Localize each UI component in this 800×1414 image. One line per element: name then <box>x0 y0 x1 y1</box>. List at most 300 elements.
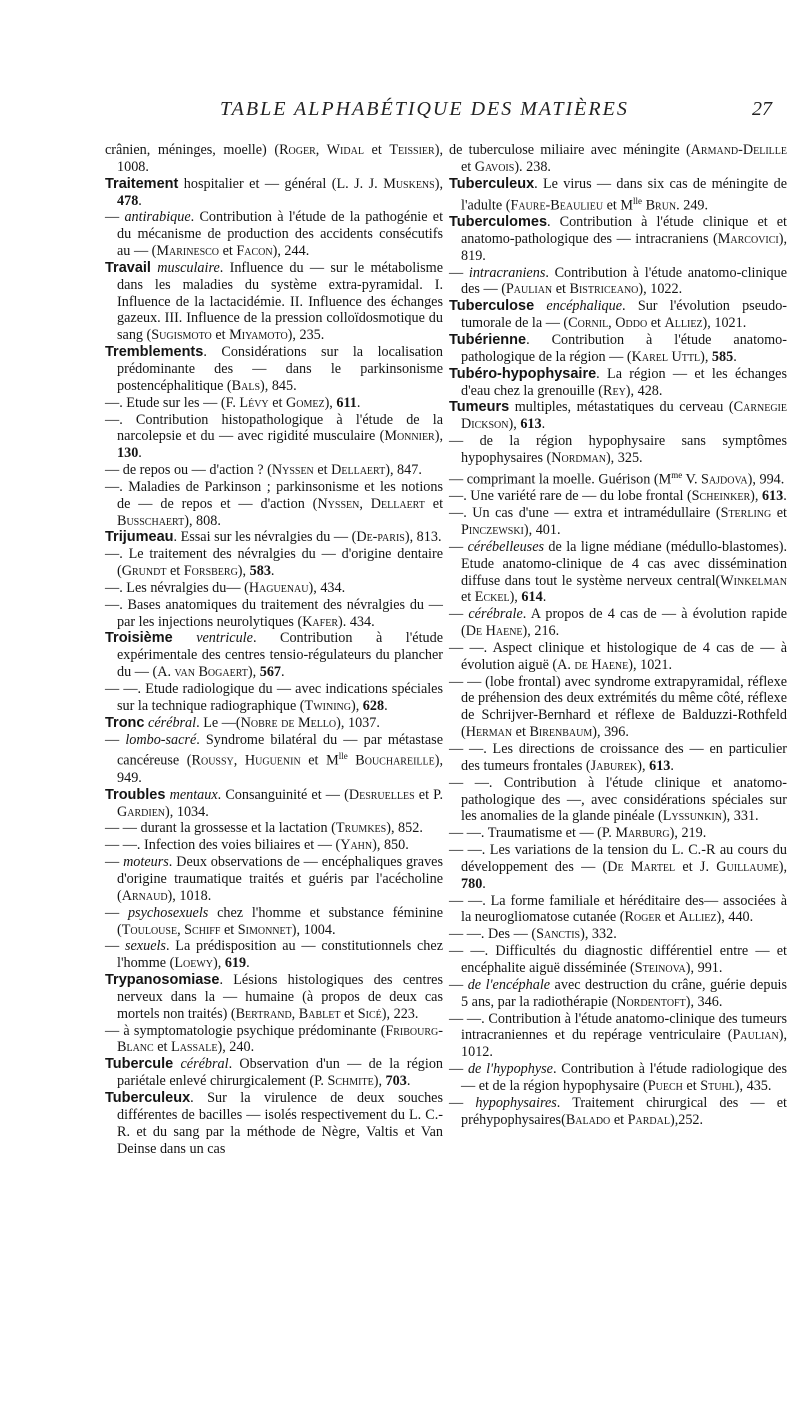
entry-segment: Lyssunkin <box>662 808 722 825</box>
entry-segment: Bertrand, Bablet <box>235 1005 341 1022</box>
entry-segment: . <box>733 348 737 365</box>
entry-segment: Trijumeau <box>105 529 174 546</box>
entry-segment: ), <box>434 175 443 192</box>
index-entry <box>449 1061 787 1095</box>
entry-segment: et <box>552 281 570 298</box>
entry-segment: ), 1018. <box>167 887 212 904</box>
index-entry <box>449 505 787 539</box>
entry-segment: Tubercule <box>105 1056 174 1073</box>
index-entry <box>105 1023 443 1057</box>
entry-segment <box>173 630 197 646</box>
entry-segment: Gomez <box>285 394 325 411</box>
index-entry <box>105 630 443 681</box>
entry-segment: multiples, métastatiques du cerveau ( <box>509 399 734 416</box>
entry-segment: . <box>482 875 486 892</box>
entry-segment: —. Maladies de Parkinson ; parkinsonisme et les notions de — de repos et — d'action ( <box>105 478 443 512</box>
index-entry <box>449 775 787 826</box>
index-entry <box>449 1095 787 1129</box>
entry-segment: Yahn <box>340 837 373 854</box>
entry-segment: Faure-Beaulieu <box>510 197 604 214</box>
right-column <box>449 142 787 1128</box>
entry-segment: Trumkes <box>335 820 387 837</box>
index-entry <box>449 926 787 943</box>
entry-segment: — de la région hypophysaire sans symptômes hypophysaires ( <box>449 433 787 466</box>
index-entry <box>105 260 443 344</box>
index-entry <box>449 142 787 176</box>
entry-segment: 703 <box>385 1073 407 1090</box>
index-entry <box>105 732 443 787</box>
entry-segment: — <box>449 538 468 555</box>
index-entry <box>105 905 443 939</box>
index-entry <box>105 837 443 854</box>
entry-segment: — —. Traumatisme et — (P. <box>449 825 616 842</box>
entry-segment: — —. Difficultés du diagnostic différentiel entre — et encéphalite aiguë disséminée ( <box>449 943 787 976</box>
entry-segment: . Considérations sur la localisation prédominante des — dans le parkinsonisme postencéphalitique ( <box>117 344 443 394</box>
entry-segment: De Martel <box>607 858 676 875</box>
index-entry <box>105 546 443 580</box>
entry-segment: Herman <box>465 724 513 741</box>
entry-segment: . <box>138 445 142 462</box>
entry-segment: Trypanosomiase <box>105 972 220 989</box>
entry-segment: Travail <box>105 259 151 276</box>
entry-segment: Guillaume <box>716 858 779 875</box>
entry-segment: 780 <box>461 875 483 892</box>
entry-segment: ), 223. <box>381 1005 419 1022</box>
entry-segment: Arnaud <box>121 887 168 904</box>
entry-segment: ), 819. <box>461 230 787 264</box>
entry-segment: de l'hypophyse <box>467 1061 553 1078</box>
entry-segment: Jaburek <box>590 757 638 774</box>
entry-segment: et M <box>300 753 339 770</box>
index-entry <box>105 681 443 715</box>
entry-segment: — <box>449 606 469 623</box>
entry-segment: ), 1037. <box>336 714 380 731</box>
index-entry <box>449 214 787 265</box>
entry-segment: Tuberculeux <box>105 1089 191 1106</box>
entry-segment: Gardien <box>117 803 166 820</box>
entry-segment: et P. <box>414 786 444 803</box>
entry-segment: . <box>783 488 787 505</box>
entry-segment: —. Bases anatomiques du traitement des névralgies du — par les injections neurolytiques ( <box>105 596 443 630</box>
entry-segment: 613 <box>761 488 784 505</box>
entry-segment: Tubérienne <box>449 332 527 349</box>
entry-segment: Tuberculose <box>449 298 535 315</box>
entry-segment: Karel Uttl <box>631 348 701 365</box>
entry-segment: . Sur la virulence de deux souches différentes de bacilles — isolés respectivement du L. C.-R. et du sang par la méthode de Nègre, Valtis et Van Deinse dans un cas <box>117 1089 443 1157</box>
entry-segment: — <box>105 938 125 955</box>
index-entry <box>449 265 787 299</box>
entry-segment: mentaux <box>169 786 218 803</box>
entry-segment: 628 <box>362 697 385 714</box>
entry-segment: 613 <box>649 757 671 774</box>
index-entry <box>449 298 787 332</box>
entry-segment: Simonnet <box>237 921 292 938</box>
entry-segment: de la ligne médiane (médullo-blastomes). Etude anatomo-clinique de 4 cas avec dissémination diffuse dans tout le système nerveux central( <box>461 538 788 589</box>
index-entry <box>105 344 443 395</box>
entry-segment: —. Un cas d'une — extra et intramédullaire ( <box>449 505 721 522</box>
page-header <box>0 98 800 130</box>
entry-segment: Tuberculomes <box>449 214 548 231</box>
entry-segment: Sterling <box>720 505 772 522</box>
entry-segment: Troubles <box>105 786 166 803</box>
entry-segment: Rey <box>603 382 626 399</box>
entry-segment: Paulian <box>732 1027 779 1044</box>
entry-segment: . <box>281 664 285 681</box>
index-entry <box>105 209 443 260</box>
entry-segment: . Contribution à l'étude anatomo-pathologique de la région — ( <box>461 332 787 365</box>
index-entry <box>449 366 787 400</box>
entry-segment: — <box>105 209 125 226</box>
entry-segment: et <box>661 909 679 926</box>
entry-segment: ), <box>237 563 250 580</box>
entry-segment: et <box>461 589 475 606</box>
entry-segment: Sicé <box>357 1005 382 1022</box>
index-entry <box>449 640 787 674</box>
entry-segment: ). 238. <box>514 158 551 175</box>
entry-segment: . A propos de 4 cas de — à évolution rapide ( <box>461 606 787 640</box>
entry-segment: et <box>771 505 787 522</box>
entry-segment: —. Les névralgies du— ( <box>105 579 249 596</box>
entry-segment: — —. Contribution à l'étude anatomo-clinique des tumeurs intracraniennes et du repérage ventriculaire ( <box>449 1010 787 1044</box>
entry-segment: — — durant la grossesse et la lactation ( <box>105 820 336 837</box>
entry-segment: Sanctis <box>536 926 581 943</box>
entry-segment: — comprimant la moelle. Guérison (M <box>449 471 672 488</box>
entry-segment: . Consanguinité et — ( <box>217 786 349 803</box>
entry-segment: 611 <box>336 394 357 411</box>
index-entry <box>449 606 787 640</box>
entry-segment: 613 <box>520 416 542 433</box>
entry-segment: . <box>246 955 250 972</box>
index-entry <box>105 597 443 631</box>
entry-segment: Marburg <box>615 825 670 842</box>
entry-segment: et <box>340 1005 358 1022</box>
index-entry <box>449 433 787 467</box>
index-entry <box>449 539 787 606</box>
entry-segment: . <box>542 589 547 606</box>
entry-segment: Marcovici <box>717 230 779 247</box>
entry-segment: ), 852. <box>386 820 423 837</box>
running-title: TABLE ALPHABÉTIQUE DES MATIÈRES <box>220 98 629 120</box>
entry-segment: Nyssen, Dellaert <box>317 495 425 512</box>
entry-segment: Loewy <box>174 955 213 972</box>
entry-segment: ), 435. <box>734 1077 772 1094</box>
entry-segment: ), 219. <box>669 825 707 842</box>
entry-segment: . Contribution à l'étude radiologique des — et de la région hypophysaire ( <box>461 1061 787 1094</box>
index-entry <box>105 479 443 530</box>
entry-segment: ), 991. <box>685 959 723 976</box>
entry-segment: — <box>449 264 469 281</box>
entry-segment: Fribourg-Blanc <box>117 1022 443 1056</box>
entry-segment: Roger, Widal <box>279 142 364 158</box>
entry-segment: ), <box>373 1073 386 1090</box>
entry-segment: . Deux observations de — encéphaliques graves d'origine traumatique traités et guéris par l'acécholine ( <box>117 854 443 904</box>
entry-segment: Haguenau <box>248 579 309 596</box>
entry-segment: Nordentoft <box>616 993 686 1010</box>
entry-segment: et <box>461 158 475 175</box>
index-entry <box>105 176 443 210</box>
entry-segment: — de repos ou — d'action ? ( <box>105 462 272 479</box>
index-entry <box>105 529 443 546</box>
index-entry <box>105 938 443 972</box>
entry-segment: 585 <box>711 348 734 365</box>
entry-segment: Troisième <box>105 630 173 647</box>
entry-segment: Muskens <box>383 175 435 192</box>
entry-segment: ), <box>508 416 521 433</box>
index-entry <box>449 674 787 741</box>
entry-segment: . Essai sur les névralgies du — ( <box>173 529 357 546</box>
entry-segment: ), 949. <box>117 753 444 786</box>
entry-segment: ), 1021. <box>628 656 673 673</box>
entry-segment: Miyamoto <box>229 327 288 344</box>
entry-segment: Sugismoto <box>151 327 212 344</box>
entry-segment: . <box>138 192 142 209</box>
entry-segment: ), <box>778 858 788 875</box>
entry-segment: Bistriceano <box>569 281 639 298</box>
entry-segment: et <box>512 724 530 741</box>
entry-segment: — —. Des — ( <box>449 926 537 943</box>
entry-segment: . Le virus — dans six cas de méningite de l'adulte ( <box>461 175 787 214</box>
entry-segment: — <box>105 904 128 921</box>
entry-segment: ), <box>350 697 363 714</box>
page-number: 27 <box>752 98 772 120</box>
index-entry <box>105 462 443 479</box>
entry-segment: ), 1012. <box>461 1027 787 1061</box>
entry-segment: — <box>449 1094 476 1111</box>
entry-segment: et <box>268 394 286 411</box>
entry-segment: et <box>211 327 230 344</box>
entry-segment: cérébrale <box>468 606 523 623</box>
entry-segment: et <box>153 1039 172 1056</box>
index-entry <box>449 1011 787 1062</box>
entry-segment <box>534 298 546 314</box>
entry-segment: cérébral <box>180 1056 229 1073</box>
entry-segment: lle <box>633 195 643 206</box>
entry-segment: ), <box>213 955 225 972</box>
entry-segment: ), 396. <box>592 724 629 741</box>
entry-segment: encéphalique <box>546 298 623 315</box>
entry-segment: . Influence du — sur le métabolisme dans les maladies du système extra-pyramidal. I. Influence de la lactacidémie. II. Influence des échanges gazeux. III. Influence de la pression colloïdosmotique du sang ( <box>117 259 443 344</box>
entry-segment: V. <box>682 471 702 488</box>
entry-segment: cérébral <box>148 714 197 731</box>
entry-segment: crânien, méninges, moelle) ( <box>105 142 280 158</box>
entry-segment: hospitalier et — général (L. J. J. <box>178 175 384 192</box>
entry-segment: Alliez <box>678 909 717 926</box>
entry-segment: ), 1021. <box>702 315 747 332</box>
entry-segment: Facon <box>236 243 273 260</box>
entry-segment: . Traitement chirurgical des — et préhypophysaires( <box>461 1094 787 1128</box>
entry-segment: ),252. <box>669 1111 704 1128</box>
index-entry <box>449 399 787 433</box>
entry-segment: Nordman <box>551 449 606 466</box>
entry-segment: . Observation d'un — de la région pariétale enlevé chirurgicalement (P. <box>117 1056 444 1090</box>
entry-segment: ), 244. <box>272 243 310 260</box>
entry-segment: ), 428. <box>625 382 663 399</box>
index-entry <box>449 332 787 366</box>
entry-segment: Paulian <box>505 281 553 298</box>
entry-segment: ), <box>637 757 650 774</box>
entry-segment: ), <box>700 348 712 365</box>
index-entry <box>105 787 443 821</box>
entry-segment: Pinczewski <box>461 522 524 539</box>
entry-segment: ), 216. <box>522 623 560 640</box>
entry-segment: hypophysaires <box>475 1094 557 1111</box>
entry-segment: antirabique <box>124 209 191 226</box>
entry-segment: . Contribution à l'étude expérimentale des centres tensio-régulateurs du plancher du — (A. <box>117 630 443 681</box>
entry-segment: Twining <box>304 697 351 714</box>
entry-segment: et M <box>603 197 634 214</box>
entry-segment: et <box>424 495 444 512</box>
entry-segment: — —. Les directions de croissance des — en particulier des tumeurs frontales ( <box>449 741 787 774</box>
entry-segment: musculaire <box>157 259 220 276</box>
entry-segment: et <box>219 243 237 260</box>
entry-segment: — —. La forme familiale et héréditaire des— associées à la neurogliomatose cutanée ( <box>449 892 787 926</box>
index-entry <box>105 395 443 412</box>
entry-segment: Roussy, Huguenin <box>191 753 301 770</box>
entry-segment: et <box>647 315 665 332</box>
entry-segment: Tuberculeux <box>449 175 535 192</box>
entry-segment: . <box>270 563 275 580</box>
entry-segment: cérébelleuses <box>467 538 545 555</box>
entry-segment: et <box>363 142 390 158</box>
entry-segment: . Sur l'évolution pseudo-tumorale de la — ( <box>461 298 788 332</box>
entry-segment: Schmite <box>327 1073 374 1090</box>
entry-segment: lombo-sacré <box>125 731 197 748</box>
entry-segment: 478 <box>117 192 139 209</box>
index-entry <box>449 977 787 1011</box>
entry-segment: Sajdova <box>701 471 748 488</box>
entry-segment: Scheinker <box>691 488 751 505</box>
entry-segment: avec destruction du crâne, guérie depuis 5 ans, par la radiothérapie ( <box>461 976 787 1010</box>
entry-segment: De-paris <box>356 529 405 546</box>
entry-segment: Marinesco <box>156 243 220 260</box>
entry-segment: ), 1004. <box>291 921 336 938</box>
entry-segment: ventricule <box>196 630 253 647</box>
entry-segment: Lévy <box>239 394 269 411</box>
index-entry <box>449 842 787 893</box>
index-entry <box>449 825 787 842</box>
entry-segment: Carnegie Dickson <box>461 399 787 433</box>
entry-segment: —. Une variété rare de — du lobe frontal ( <box>449 488 692 505</box>
index-entry <box>105 1090 443 1157</box>
entry-segment: ). 434. <box>338 613 375 630</box>
entry-segment: psychosexuels <box>127 904 209 921</box>
entry-segment: Dellaert <box>331 462 386 479</box>
left-column <box>105 142 443 1157</box>
entry-segment: — —. Contribution à l'étude clinique et anatomo-pathologique des —, avec considérations spéciales sur les anomalies de la glande pinéale ( <box>449 774 787 825</box>
entry-segment: Nyssen <box>271 462 314 479</box>
index-entry <box>105 820 443 837</box>
entry-segment: . Contribution à l'étude anatomo-clinique des — ( <box>461 264 787 298</box>
entry-segment: 130 <box>117 445 139 462</box>
entry-segment: et <box>610 1111 628 1128</box>
entry-segment: Gavois <box>474 158 515 175</box>
index-entry <box>449 943 787 977</box>
entry-segment: Toulouse, Schiff <box>121 921 221 938</box>
entry-segment: Armand-Delille <box>690 142 787 158</box>
index-entry <box>105 142 443 176</box>
entry-segment: lle <box>338 751 348 762</box>
entry-segment: — <box>449 1061 468 1078</box>
entry-segment: ), 331. <box>721 808 759 825</box>
entry-segment: 619 <box>224 955 247 972</box>
entry-segment: 614 <box>521 589 543 606</box>
entry-segment: Tronc <box>105 714 145 731</box>
entry-segment: Cornil, Oddo <box>568 315 648 332</box>
entry-segment: — à symptomatologie psychique prédominante ( <box>105 1022 386 1039</box>
entry-segment: et <box>682 1077 701 1094</box>
index-entry <box>105 1056 443 1090</box>
entry-segment: ), 850. <box>372 837 409 854</box>
entry-segment: ), 1022. <box>638 281 683 298</box>
entry-segment: . Contribution à l'étude clinique et et anatomo-pathologique des — intracraniens ( <box>461 214 787 247</box>
entry-segment: Pardal <box>627 1111 670 1128</box>
index-entry <box>105 412 443 463</box>
entry-segment: — —. Aspect clinique et histologique de 4 cas de — à évolution aiguë (A. <box>449 639 787 673</box>
entry-segment: ), 994. <box>747 471 785 488</box>
entry-segment: ), 434. <box>308 579 346 596</box>
entry-segment: de l'encéphale <box>467 976 551 993</box>
index-entry <box>105 580 443 597</box>
entry-segment: Alliez <box>664 315 703 332</box>
entry-segment: ), 235. <box>287 327 325 344</box>
entry-segment: — — (lobe frontal) avec syndrome extrapyramidal, réflexe de préhension des deux extrémités du même côté, réflexe de Schrijver-Bernhard et réflexe de Balduzzi-Rothfeld ( <box>449 673 787 741</box>
entry-segment: ), <box>750 488 762 505</box>
entry-segment: et <box>166 563 184 580</box>
index-entry <box>449 741 787 775</box>
entry-segment: 567 <box>259 664 281 681</box>
entry-segment: . 249. <box>676 197 709 214</box>
entry-segment: de tuberculose miliaire avec méningite ( <box>449 142 691 158</box>
entry-segment: et J. <box>675 858 717 875</box>
entry-segment: sexuels <box>124 938 166 955</box>
entry-segment: . Contribution à l'étude de la pathogénie et du mécanisme de production des accidents consécutifs au — ( <box>117 209 444 260</box>
entry-segment: Monnier <box>384 428 435 445</box>
entry-segment: Eckel <box>474 589 510 606</box>
entry-segment: . Syndrome bilatéral du — par métastase cancéreuse ( <box>117 731 443 770</box>
entry-segment: Grundt <box>121 563 167 580</box>
entry-segment: —. Etude sur les — (F. <box>105 394 240 411</box>
entry-segment: chez l'homme et substance féminine ( <box>117 904 444 938</box>
entry-segment: Winkelman <box>720 572 787 589</box>
entry-segment: —. Contribution histopathologique à l'étude de la narcolepsie et du — avec rigidité musculaire ( <box>105 411 443 445</box>
entry-segment: ), 808. <box>184 512 221 529</box>
entry-segment: ), 1008. <box>117 142 443 175</box>
entry-segment: ), 847. <box>385 462 422 479</box>
entry-segment: Desruelles <box>348 786 415 803</box>
index-entry <box>105 854 443 905</box>
entry-segment: Birenbaum <box>529 724 593 741</box>
entry-segment: et <box>313 462 332 479</box>
entry-segment: . <box>356 394 361 411</box>
entry-segment: ), 240. <box>217 1039 255 1056</box>
entry-segment: — —. Les variations de la tension du L. C.-R au cours du développement des — ( <box>449 842 787 875</box>
index-entry <box>449 893 787 927</box>
entry-segment: et <box>220 921 238 938</box>
entry-segment: ), 813. <box>404 529 442 546</box>
entry-segment: ), 401. <box>523 522 561 539</box>
entry-segment: ), 1034. <box>165 803 209 820</box>
entry-segment: — <box>105 731 126 748</box>
entry-segment: ), 325. <box>605 449 643 466</box>
entry-segment: . Lésions histologiques des centres nerveux dans la — humaine (à propos de deux cas mortels non traités) ( <box>117 972 443 1022</box>
entry-segment: ), <box>247 664 260 681</box>
entry-segment: Lassale <box>171 1039 218 1056</box>
entry-segment: —. Le traitement des névralgies du — d'origine dentaire ( <box>105 546 443 580</box>
entry-segment: ), <box>509 589 522 606</box>
entry-segment: moteurs <box>123 854 169 871</box>
entry-segment: . <box>541 416 546 433</box>
entry-segment: . Le —( <box>196 714 241 731</box>
